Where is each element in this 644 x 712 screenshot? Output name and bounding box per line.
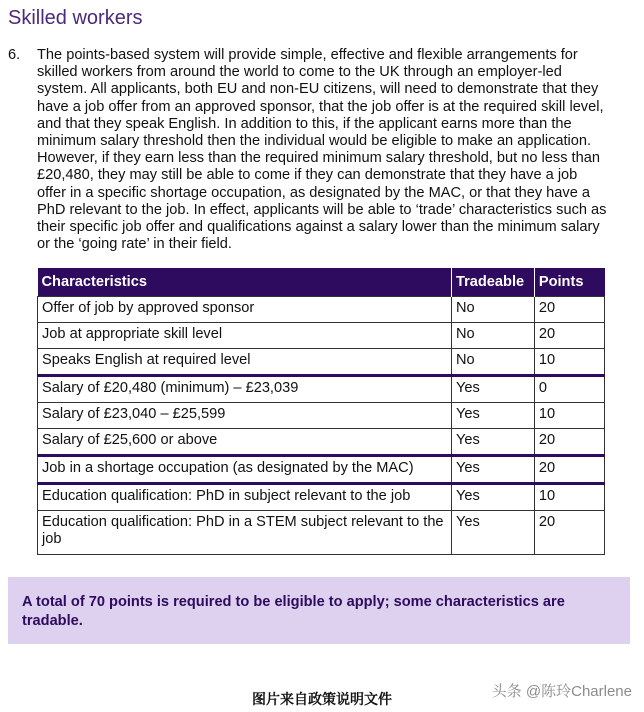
cell-characteristic: Salary of £20,480 (minimum) – £23,039 bbox=[38, 376, 452, 403]
cell-points: 20 bbox=[534, 511, 604, 555]
cell-points: 0 bbox=[534, 376, 604, 403]
header-characteristics: Characteristics bbox=[38, 268, 452, 297]
paragraph-6 bbox=[8, 47, 608, 253]
cell-characteristic: Education qualification: PhD in subject relevant to the job bbox=[38, 484, 452, 511]
table-row bbox=[38, 323, 605, 349]
header-tradeable: Tradeable bbox=[451, 268, 534, 297]
cell-characteristic: Speaks English at required level bbox=[38, 349, 452, 376]
cell-points: 10 bbox=[534, 484, 604, 511]
cell-tradeable: Yes bbox=[451, 484, 534, 511]
cell-characteristic: Job at appropriate skill level bbox=[38, 323, 452, 349]
cell-characteristic: Salary of £25,600 or above bbox=[38, 429, 452, 456]
cell-characteristic: Job in a shortage occupation (as designated by the MAC) bbox=[38, 456, 452, 484]
cell-points: 20 bbox=[534, 429, 604, 456]
cell-characteristic: Offer of job by approved sponsor bbox=[38, 297, 452, 323]
cell-tradeable: No bbox=[451, 323, 534, 349]
header-points: Points bbox=[534, 268, 604, 297]
table-row bbox=[38, 376, 605, 403]
cell-characteristic: Education qualification: PhD in a STEM subject relevant to the job bbox=[38, 511, 452, 555]
cell-tradeable: Yes bbox=[451, 376, 534, 403]
table-row bbox=[38, 429, 605, 456]
watermark: 头条 @陈玲Charlene bbox=[491, 683, 632, 700]
cell-tradeable: Yes bbox=[451, 511, 534, 555]
table-row bbox=[38, 403, 605, 429]
table-header-row bbox=[38, 268, 605, 297]
cell-points: 20 bbox=[534, 297, 604, 323]
cell-points: 20 bbox=[534, 323, 604, 349]
cell-tradeable: Yes bbox=[451, 456, 534, 484]
paragraph-text: The points-based system will provide simple, effective and flexible arrangements for skilled workers from around the world to come to the UK through an employer-led system. All applicants, both EU and non-EU citizens, will need to demonstrate that they have a job offer from an approved sponsor, that the job offer is at the required skill level, and that they speak English. In addition to this, if the applicant earns more than the minimum salary threshold then the individual would be eligible to make an application. However, if they earn less than the required minimum salary threshold, but no less than £20,480, they may still be able to come if they can demonstrate that they have a job offer in a specific shortage occupation, as designated by the MAC, or that they have a PhD relevant to the job. In effect, applicants will be able to ‘trade’ characteristics such as their specific job offer and qualifications against a salary lower than the minimum salary or the ‘going rate’ in their field. bbox=[37, 47, 607, 253]
table-row bbox=[38, 297, 605, 323]
table-row bbox=[38, 484, 605, 511]
cell-tradeable: Yes bbox=[451, 429, 534, 456]
cell-tradeable: No bbox=[451, 297, 534, 323]
cell-tradeable: No bbox=[451, 349, 534, 376]
cell-points: 10 bbox=[534, 349, 604, 376]
cell-points: 20 bbox=[534, 456, 604, 484]
cell-points: 10 bbox=[534, 403, 604, 429]
section-heading: Skilled workers bbox=[8, 7, 143, 29]
table-row bbox=[38, 456, 605, 484]
points-table bbox=[37, 268, 605, 555]
image-caption: 图片来自政策说明文件 bbox=[252, 691, 392, 707]
table-row bbox=[38, 511, 605, 555]
cell-characteristic: Salary of £23,040 – £25,599 bbox=[38, 403, 452, 429]
paragraph-number: 6. bbox=[8, 47, 21, 63]
points-requirement-note: A total of 70 points is required to be eligible to apply; some characteristics are tradable. bbox=[8, 577, 630, 644]
table-row bbox=[38, 349, 605, 376]
cell-tradeable: Yes bbox=[451, 403, 534, 429]
